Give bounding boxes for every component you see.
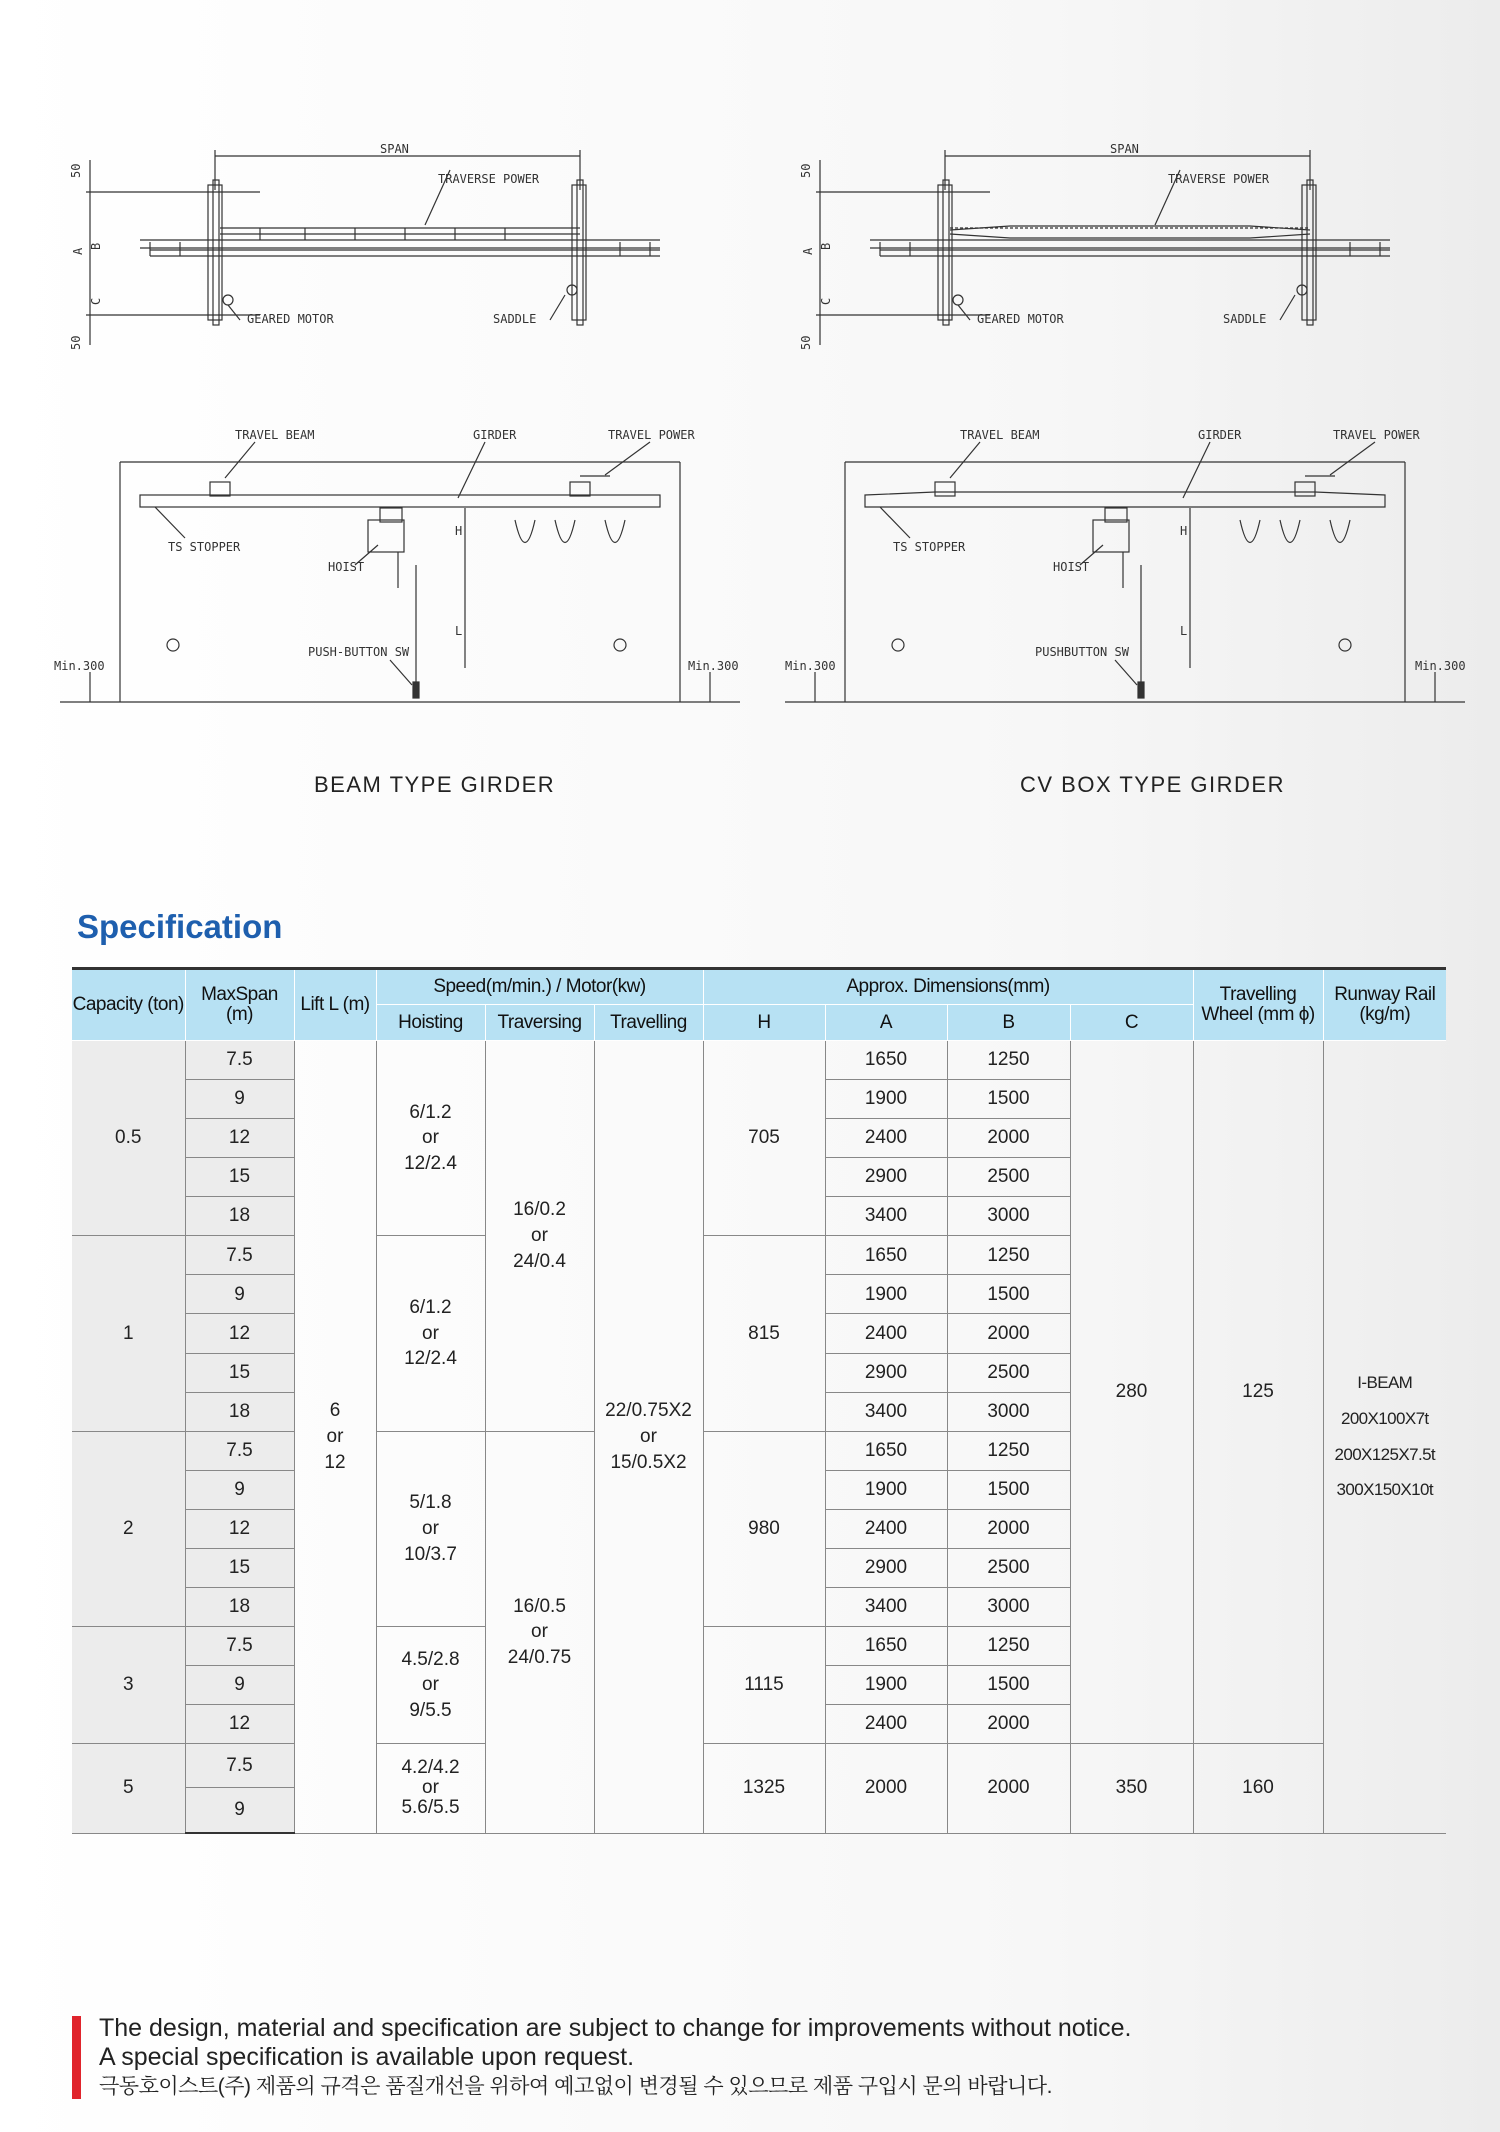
beam-push-button-label: PUSH-BUTTON SW bbox=[308, 645, 410, 659]
header-dims-group: Approx. Dimensions(mm) bbox=[703, 969, 1193, 1005]
span-cell: 12 bbox=[185, 1705, 294, 1744]
header-rail: Runway Rail (kg/m) bbox=[1323, 969, 1446, 1041]
travelling-cell: 22/0.75X2 or 15/0.5X2 bbox=[594, 1041, 703, 1834]
b-cell: 1500 bbox=[947, 1080, 1070, 1119]
a-cell: 2400 bbox=[825, 1705, 947, 1744]
header-capacity: Capacity (ton) bbox=[72, 969, 185, 1041]
box-geared-motor-label: GEARED MOTOR bbox=[977, 312, 1064, 326]
beam-geared-motor-label: GEARED MOTOR bbox=[247, 312, 334, 326]
c-cell: 350 bbox=[1070, 1744, 1193, 1833]
beam-traverse-power-label: TRAVERSE POWER bbox=[438, 172, 540, 186]
a-cell: 2400 bbox=[825, 1119, 947, 1158]
beam-top-view-drawing bbox=[60, 130, 680, 365]
b-cell: 3000 bbox=[947, 1392, 1070, 1431]
span-cell: 18 bbox=[185, 1197, 294, 1236]
c-cell: 280 bbox=[1070, 1041, 1193, 1744]
beam-dim-h: H bbox=[455, 524, 463, 538]
b-cell: 1250 bbox=[947, 1626, 1070, 1665]
header-speed-group: Speed(m/min.) / Motor(kw) bbox=[376, 969, 703, 1005]
span-cell: 18 bbox=[185, 1392, 294, 1431]
a-cell: 2900 bbox=[825, 1353, 947, 1392]
beam-dim-a: A bbox=[71, 247, 85, 255]
b-cell: 2000 bbox=[947, 1744, 1070, 1833]
traversing-cell: 16/0.2 or 24/0.4 bbox=[485, 1041, 594, 1432]
a-cell: 1650 bbox=[825, 1236, 947, 1275]
span-cell: 7.5 bbox=[185, 1041, 294, 1080]
beam-girder-label: GIRDER bbox=[473, 428, 517, 442]
wheel-cell: 125 bbox=[1193, 1041, 1323, 1744]
beam-type-caption: BEAM TYPE GIRDER bbox=[314, 772, 556, 797]
span-cell: 15 bbox=[185, 1548, 294, 1587]
beam-dim-c: C bbox=[89, 297, 103, 305]
b-cell: 2500 bbox=[947, 1353, 1070, 1392]
header-hoisting: Hoisting bbox=[376, 1005, 485, 1041]
span-cell: 12 bbox=[185, 1314, 294, 1353]
a-cell: 3400 bbox=[825, 1587, 947, 1626]
a-cell: 1900 bbox=[825, 1080, 947, 1119]
capacity-cell: 5 bbox=[72, 1744, 185, 1833]
box-min300-right: Min.300 bbox=[1415, 659, 1466, 673]
b-cell: 1500 bbox=[947, 1470, 1070, 1509]
a-cell: 1650 bbox=[825, 1041, 947, 1080]
beam-dim-50-bottom: 50 bbox=[69, 335, 83, 350]
notes-accent-bar bbox=[72, 2016, 81, 2099]
header-a: A bbox=[825, 1005, 947, 1041]
lift-cell: 6 or 12 bbox=[294, 1041, 376, 1834]
beam-min300-left: Min.300 bbox=[54, 659, 105, 673]
b-cell: 2000 bbox=[947, 1705, 1070, 1744]
header-c: C bbox=[1070, 1005, 1193, 1041]
beam-dim-50-top: 50 bbox=[69, 163, 83, 178]
box-min300-left: Min.300 bbox=[785, 659, 836, 673]
box-dim-50-bottom: 50 bbox=[799, 335, 813, 350]
span-cell: 12 bbox=[185, 1119, 294, 1158]
b-cell: 3000 bbox=[947, 1197, 1070, 1236]
span-cell: 9 bbox=[185, 1275, 294, 1314]
span-cell: 7.5 bbox=[185, 1744, 294, 1788]
header-wheel: Travelling Wheel (mm ϕ) bbox=[1193, 969, 1323, 1041]
span-cell: 15 bbox=[185, 1158, 294, 1197]
box-traverse-power-label: TRAVERSE POWER bbox=[1168, 172, 1270, 186]
box-dim-a: A bbox=[801, 247, 815, 255]
capacity-cell: 1 bbox=[72, 1236, 185, 1431]
span-cell: 7.5 bbox=[185, 1236, 294, 1275]
section-title: Specification bbox=[77, 908, 283, 945]
beam-hoist-label: HOIST bbox=[328, 560, 365, 574]
box-travel-power-label: TRAVEL POWER bbox=[1333, 428, 1420, 442]
a-cell: 1650 bbox=[825, 1626, 947, 1665]
b-cell: 2500 bbox=[947, 1548, 1070, 1587]
notes bbox=[99, 2014, 1132, 2101]
table-row bbox=[72, 1744, 1446, 1788]
traversing-cell: 16/0.5 or 24/0.75 bbox=[485, 1431, 594, 1833]
box-travel-beam-label: TRAVEL BEAM bbox=[960, 428, 1040, 442]
box-dim-h: H bbox=[1180, 524, 1188, 538]
b-cell: 2000 bbox=[947, 1119, 1070, 1158]
note-line-1: The design, material and specification are subject to change for improvements without notice. bbox=[99, 2014, 1132, 2042]
a-cell: 1650 bbox=[825, 1431, 947, 1470]
box-dim-l: L bbox=[1180, 624, 1188, 638]
header-traversing: Traversing bbox=[485, 1005, 594, 1041]
span-cell: 7.5 bbox=[185, 1626, 294, 1665]
beam-travel-beam-label: TRAVEL BEAM bbox=[235, 428, 315, 442]
beam-min300-right: Min.300 bbox=[688, 659, 739, 673]
box-ts-stopper-label: TS STOPPER bbox=[893, 540, 966, 554]
beam-saddle-label: SADDLE bbox=[493, 312, 537, 326]
header-h: H bbox=[703, 1005, 825, 1041]
span-cell: 18 bbox=[185, 1587, 294, 1626]
b-cell: 2000 bbox=[947, 1509, 1070, 1548]
span-cell: 9 bbox=[185, 1788, 294, 1833]
h-cell: 1115 bbox=[703, 1626, 825, 1743]
b-cell: 2500 bbox=[947, 1158, 1070, 1197]
h-cell: 1325 bbox=[703, 1744, 825, 1833]
hoisting-cell: 6/1.2 or 12/2.4 bbox=[376, 1236, 485, 1431]
h-cell: 980 bbox=[703, 1431, 825, 1626]
span-cell: 12 bbox=[185, 1509, 294, 1548]
b-cell: 2000 bbox=[947, 1314, 1070, 1353]
a-cell: 3400 bbox=[825, 1392, 947, 1431]
span-cell: 9 bbox=[185, 1470, 294, 1509]
box-dim-50-top: 50 bbox=[799, 163, 813, 178]
a-cell: 2400 bbox=[825, 1314, 947, 1353]
beam-dim-b: B bbox=[89, 242, 103, 250]
header-b: B bbox=[947, 1005, 1070, 1041]
a-cell: 1900 bbox=[825, 1470, 947, 1509]
box-hoist-label: HOIST bbox=[1053, 560, 1090, 574]
b-cell: 1250 bbox=[947, 1236, 1070, 1275]
b-cell: 1250 bbox=[947, 1041, 1070, 1080]
box-push-button-label: PUSHBUTTON SW bbox=[1035, 645, 1129, 659]
beam-span-label: SPAN bbox=[380, 142, 409, 156]
h-cell: 815 bbox=[703, 1236, 825, 1431]
box-saddle-label: SADDLE bbox=[1223, 312, 1267, 326]
b-cell: 3000 bbox=[947, 1587, 1070, 1626]
a-cell: 2400 bbox=[825, 1509, 947, 1548]
span-cell: 9 bbox=[185, 1666, 294, 1705]
span-cell: 9 bbox=[185, 1080, 294, 1119]
b-cell: 1500 bbox=[947, 1666, 1070, 1705]
box-girder-label: GIRDER bbox=[1198, 428, 1242, 442]
beam-dim-l: L bbox=[455, 624, 463, 638]
hoisting-cell: 5/1.8 or 10/3.7 bbox=[376, 1431, 485, 1626]
b-cell: 1500 bbox=[947, 1275, 1070, 1314]
span-cell: 15 bbox=[185, 1353, 294, 1392]
b-cell: 1250 bbox=[947, 1431, 1070, 1470]
a-cell: 3400 bbox=[825, 1197, 947, 1236]
hoisting-cell: 6/1.2 or 12/2.4 bbox=[376, 1041, 485, 1236]
box-span-label: SPAN bbox=[1110, 142, 1139, 156]
header-maxspan: MaxSpan (m) bbox=[185, 969, 294, 1041]
note-line-2: A special specification is available upon request. bbox=[99, 2043, 635, 2071]
box-top-view-drawing bbox=[790, 130, 1410, 365]
a-cell: 2000 bbox=[825, 1744, 947, 1833]
rail-cell: I-BEAM 200X100X7t 200X125X7.5t 300X150X10t bbox=[1323, 1041, 1446, 1834]
h-cell: 705 bbox=[703, 1041, 825, 1236]
box-type-caption: CV BOX TYPE GIRDER bbox=[1020, 772, 1285, 797]
beam-front-view-drawing bbox=[54, 420, 760, 715]
header-lift: Lift L (m) bbox=[294, 969, 376, 1041]
note-line-3: 극동호이스트(주) 제품의 규격은 품질개선을 위하여 예고없이 변경될 수 있으므로 제품 구입시 문의 바랍니다. bbox=[99, 2075, 1052, 2098]
a-cell: 2900 bbox=[825, 1548, 947, 1587]
hoisting-cell: 4.5/2.8 or 9/5.5 bbox=[376, 1626, 485, 1743]
hoisting-cell: 4.2/4.2 or 5.6/5.5 bbox=[376, 1744, 485, 1833]
spec-table bbox=[72, 967, 1446, 1834]
box-dim-c: C bbox=[819, 297, 833, 305]
a-cell: 1900 bbox=[825, 1666, 947, 1705]
beam-ts-stopper-label: TS STOPPER bbox=[168, 540, 241, 554]
header-travelling: Travelling bbox=[594, 1005, 703, 1041]
capacity-cell: 2 bbox=[72, 1431, 185, 1626]
span-cell: 7.5 bbox=[185, 1431, 294, 1470]
box-front-view-drawing bbox=[785, 420, 1485, 715]
beam-travel-power-label: TRAVEL POWER bbox=[608, 428, 695, 442]
a-cell: 2900 bbox=[825, 1158, 947, 1197]
a-cell: 1900 bbox=[825, 1275, 947, 1314]
capacity-cell: 0.5 bbox=[72, 1041, 185, 1236]
table-row bbox=[72, 1041, 1446, 1080]
wheel-cell: 160 bbox=[1193, 1744, 1323, 1833]
capacity-cell: 3 bbox=[72, 1626, 185, 1743]
box-dim-b: B bbox=[819, 242, 833, 250]
